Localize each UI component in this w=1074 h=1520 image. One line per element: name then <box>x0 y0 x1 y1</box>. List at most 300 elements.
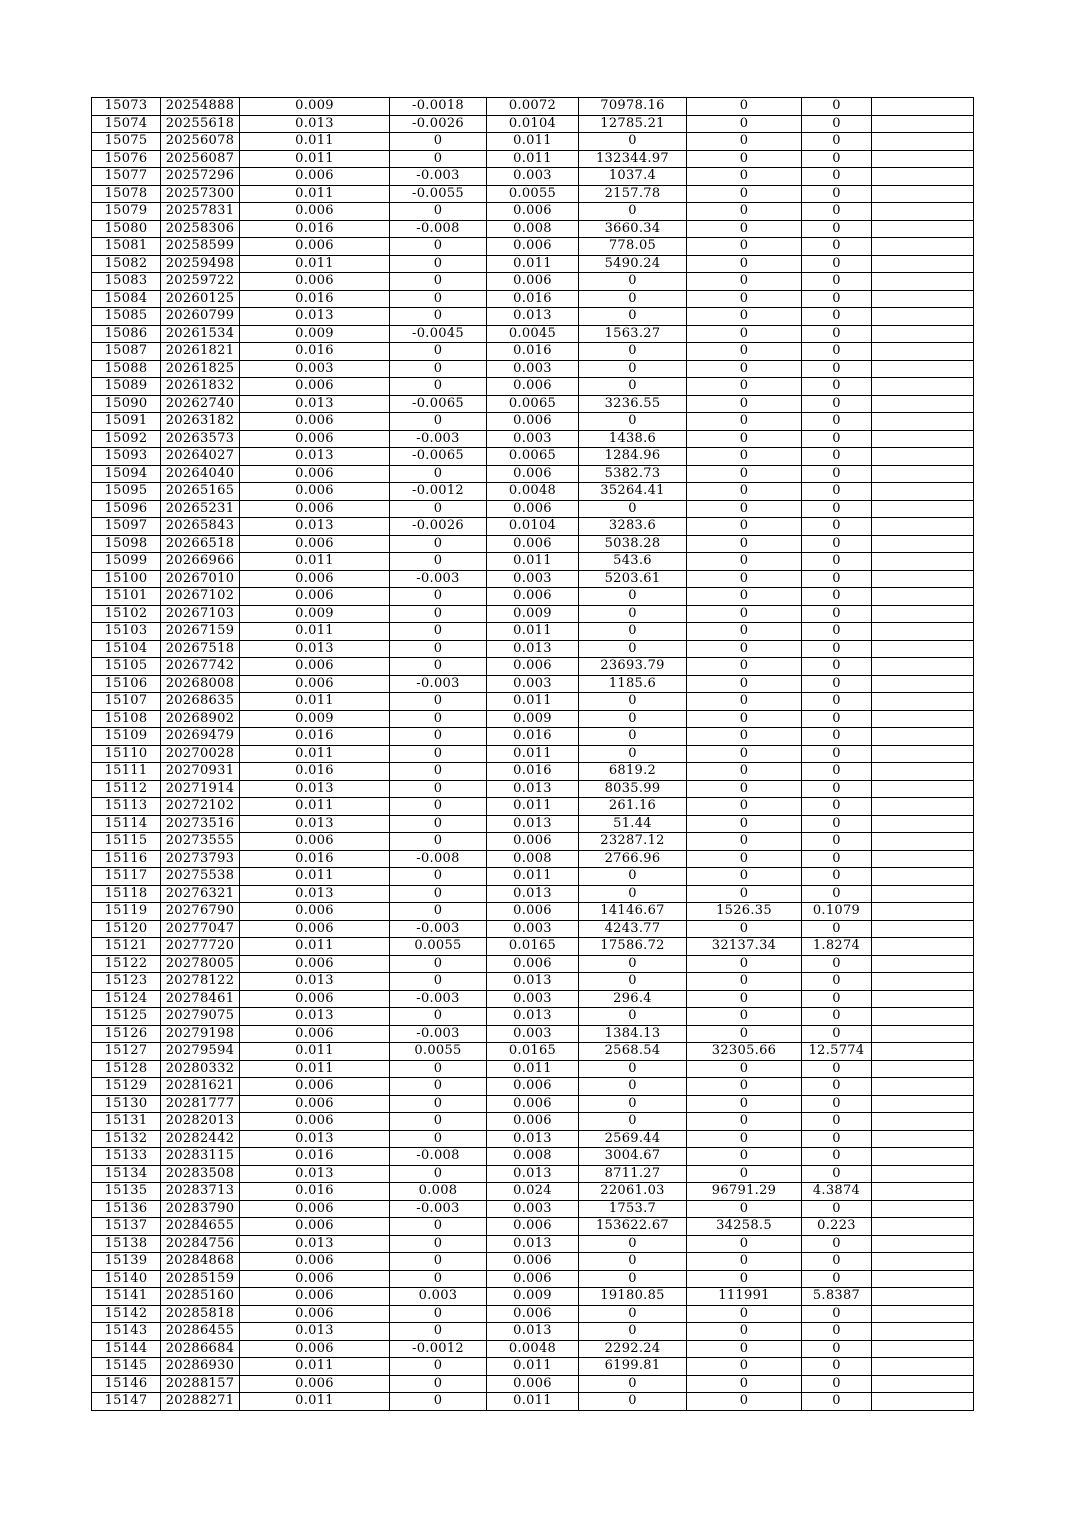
ratio-cell: 0 <box>802 185 872 203</box>
rate-cell: 0.006 <box>240 1305 390 1323</box>
value-cell: 0 <box>687 868 802 886</box>
net-rate-cell: 0.013 <box>487 1323 579 1341</box>
rate-cell: 0.013 <box>240 1323 390 1341</box>
row-number-cell: 15128 <box>92 1060 161 1078</box>
amount-cell: 543.6 <box>579 553 687 571</box>
table-row <box>92 273 974 291</box>
ratio-cell: 0 <box>802 955 872 973</box>
adjustment-cell: 0 <box>390 623 487 641</box>
net-rate-cell: 0.006 <box>487 535 579 553</box>
value-cell: 0 <box>687 623 802 641</box>
id-cell: 20258306 <box>161 220 240 238</box>
id-cell: 20267159 <box>161 623 240 641</box>
amount-cell: 1284.96 <box>579 448 687 466</box>
blank-cell <box>872 308 974 326</box>
adjustment-cell: -0.0018 <box>390 98 487 116</box>
blank-cell <box>872 133 974 151</box>
net-rate-cell: 0.006 <box>487 1218 579 1236</box>
net-rate-cell: 0.003 <box>487 920 579 938</box>
row-number-cell: 15079 <box>92 203 161 221</box>
value-cell: 0 <box>687 728 802 746</box>
id-cell: 20260125 <box>161 290 240 308</box>
adjustment-cell: 0 <box>390 710 487 728</box>
adjustment-cell: 0 <box>390 1323 487 1341</box>
value-cell: 0 <box>687 483 802 501</box>
table-row <box>92 430 974 448</box>
table-row <box>92 98 974 116</box>
blank-cell <box>872 798 974 816</box>
table-row <box>92 518 974 536</box>
row-number-cell: 15098 <box>92 535 161 553</box>
row-number-cell: 15133 <box>92 1148 161 1166</box>
row-number-cell: 15119 <box>92 903 161 921</box>
net-rate-cell: 0.006 <box>487 658 579 676</box>
value-cell: 0 <box>687 1358 802 1376</box>
id-cell: 20258599 <box>161 238 240 256</box>
rate-cell: 0.013 <box>240 815 390 833</box>
id-cell: 20279075 <box>161 1008 240 1026</box>
value-cell: 0 <box>687 1113 802 1131</box>
rate-cell: 0.006 <box>240 168 390 186</box>
value-cell: 0 <box>687 780 802 798</box>
amount-cell: 778.05 <box>579 238 687 256</box>
value-cell: 0 <box>687 273 802 291</box>
blank-cell <box>872 640 974 658</box>
id-cell: 20273555 <box>161 833 240 851</box>
rate-cell: 0.006 <box>240 1270 390 1288</box>
row-number-cell: 15108 <box>92 710 161 728</box>
table-row <box>92 745 974 763</box>
net-rate-cell: 0.003 <box>487 360 579 378</box>
amount-cell: 0 <box>579 378 687 396</box>
id-cell: 20273793 <box>161 850 240 868</box>
ratio-cell: 0 <box>802 623 872 641</box>
table-row <box>92 168 974 186</box>
net-rate-cell: 0.006 <box>487 833 579 851</box>
blank-cell <box>872 868 974 886</box>
blank-cell <box>872 465 974 483</box>
value-cell: 0 <box>687 1025 802 1043</box>
net-rate-cell: 0.003 <box>487 168 579 186</box>
ratio-cell: 0.223 <box>802 1218 872 1236</box>
table-row <box>92 780 974 798</box>
row-number-cell: 15118 <box>92 885 161 903</box>
value-cell: 0 <box>687 343 802 361</box>
table-row <box>92 570 974 588</box>
amount-cell: 153622.67 <box>579 1218 687 1236</box>
blank-cell <box>872 1375 974 1393</box>
rate-cell: 0.011 <box>240 693 390 711</box>
table-row <box>92 973 974 991</box>
table-row <box>92 308 974 326</box>
table-row <box>92 658 974 676</box>
id-cell: 20275538 <box>161 868 240 886</box>
table-row <box>92 623 974 641</box>
value-cell: 0 <box>687 238 802 256</box>
blank-cell <box>872 325 974 343</box>
adjustment-cell: -0.003 <box>390 168 487 186</box>
ratio-cell: 0 <box>802 1323 872 1341</box>
blank-cell <box>872 150 974 168</box>
id-cell: 20276321 <box>161 885 240 903</box>
adjustment-cell: 0 <box>390 1218 487 1236</box>
blank-cell <box>872 1095 974 1113</box>
ratio-cell: 0 <box>802 150 872 168</box>
rate-cell: 0.013 <box>240 640 390 658</box>
net-rate-cell: 0.013 <box>487 973 579 991</box>
blank-cell <box>872 1200 974 1218</box>
blank-cell <box>872 710 974 728</box>
blank-cell <box>872 115 974 133</box>
ratio-cell: 0 <box>802 535 872 553</box>
value-cell: 0 <box>687 588 802 606</box>
net-rate-cell: 0.0048 <box>487 1340 579 1358</box>
rate-cell: 0.006 <box>240 955 390 973</box>
row-number-cell: 15107 <box>92 693 161 711</box>
blank-cell <box>872 378 974 396</box>
amount-cell: 5382.73 <box>579 465 687 483</box>
value-cell: 0 <box>687 693 802 711</box>
value-cell: 0 <box>687 518 802 536</box>
ratio-cell: 0 <box>802 378 872 396</box>
blank-cell <box>872 973 974 991</box>
value-cell: 32137.34 <box>687 938 802 956</box>
net-rate-cell: 0.013 <box>487 1130 579 1148</box>
table-row <box>92 1235 974 1253</box>
ratio-cell: 0 <box>802 990 872 1008</box>
id-cell: 20268635 <box>161 693 240 711</box>
adjustment-cell: 0 <box>390 1095 487 1113</box>
value-cell: 0 <box>687 1375 802 1393</box>
id-cell: 20271914 <box>161 780 240 798</box>
adjustment-cell: 0 <box>390 815 487 833</box>
blank-cell <box>872 990 974 1008</box>
id-cell: 20283508 <box>161 1165 240 1183</box>
rate-cell: 0.013 <box>240 115 390 133</box>
value-cell: 0 <box>687 1078 802 1096</box>
rate-cell: 0.009 <box>240 605 390 623</box>
table-row <box>92 850 974 868</box>
net-rate-cell: 0.009 <box>487 605 579 623</box>
id-cell: 20286684 <box>161 1340 240 1358</box>
ratio-cell: 0 <box>802 448 872 466</box>
adjustment-cell: 0.008 <box>390 1183 487 1201</box>
adjustment-cell: -0.003 <box>390 430 487 448</box>
blank-cell <box>872 395 974 413</box>
ratio-cell: 0 <box>802 115 872 133</box>
amount-cell: 5203.61 <box>579 570 687 588</box>
rate-cell: 0.006 <box>240 1375 390 1393</box>
row-number-cell: 15101 <box>92 588 161 606</box>
id-cell: 20259722 <box>161 273 240 291</box>
table-row <box>92 185 974 203</box>
adjustment-cell: 0 <box>390 500 487 518</box>
ratio-cell: 0 <box>802 658 872 676</box>
amount-cell: 0 <box>579 413 687 431</box>
amount-cell: 0 <box>579 343 687 361</box>
rate-cell: 0.013 <box>240 308 390 326</box>
row-number-cell: 15086 <box>92 325 161 343</box>
net-rate-cell: 0.011 <box>487 693 579 711</box>
adjustment-cell: -0.0012 <box>390 483 487 501</box>
adjustment-cell: 0 <box>390 1165 487 1183</box>
table-row <box>92 833 974 851</box>
value-cell: 0 <box>687 815 802 833</box>
amount-cell: 1438.6 <box>579 430 687 448</box>
id-cell: 20267103 <box>161 605 240 623</box>
rate-cell: 0.009 <box>240 325 390 343</box>
rate-cell: 0.009 <box>240 710 390 728</box>
ratio-cell: 0 <box>802 1305 872 1323</box>
ratio-cell: 0 <box>802 868 872 886</box>
value-cell: 0 <box>687 115 802 133</box>
net-rate-cell: 0.011 <box>487 133 579 151</box>
row-number-cell: 15142 <box>92 1305 161 1323</box>
net-rate-cell: 0.013 <box>487 780 579 798</box>
row-number-cell: 15117 <box>92 868 161 886</box>
amount-cell: 19180.85 <box>579 1288 687 1306</box>
value-cell: 0 <box>687 395 802 413</box>
blank-cell <box>872 1218 974 1236</box>
rate-cell: 0.006 <box>240 430 390 448</box>
value-cell: 0 <box>687 990 802 1008</box>
rate-cell: 0.006 <box>240 903 390 921</box>
blank-cell <box>872 675 974 693</box>
value-cell: 0 <box>687 640 802 658</box>
adjustment-cell: 0 <box>390 693 487 711</box>
row-number-cell: 15110 <box>92 745 161 763</box>
net-rate-cell: 0.011 <box>487 868 579 886</box>
value-cell: 0 <box>687 1095 802 1113</box>
id-cell: 20261534 <box>161 325 240 343</box>
row-number-cell: 15125 <box>92 1008 161 1026</box>
ratio-cell: 0 <box>802 850 872 868</box>
ratio-cell: 0 <box>802 728 872 746</box>
id-cell: 20267010 <box>161 570 240 588</box>
row-number-cell: 15114 <box>92 815 161 833</box>
ratio-cell: 0 <box>802 1340 872 1358</box>
row-number-cell: 15113 <box>92 798 161 816</box>
adjustment-cell: 0 <box>390 1393 487 1411</box>
amount-cell: 0 <box>579 290 687 308</box>
amount-cell: 0 <box>579 1095 687 1113</box>
table-row <box>92 675 974 693</box>
row-number-cell: 15095 <box>92 483 161 501</box>
net-rate-cell: 0.003 <box>487 1200 579 1218</box>
row-number-cell: 15105 <box>92 658 161 676</box>
value-cell: 1526.35 <box>687 903 802 921</box>
net-rate-cell: 0.011 <box>487 150 579 168</box>
value-cell: 0 <box>687 833 802 851</box>
table-row <box>92 483 974 501</box>
rate-cell: 0.011 <box>240 255 390 273</box>
row-number-cell: 15081 <box>92 238 161 256</box>
blank-cell <box>872 1148 974 1166</box>
net-rate-cell: 0.006 <box>487 378 579 396</box>
table-row <box>92 1148 974 1166</box>
net-rate-cell: 0.006 <box>487 955 579 973</box>
blank-cell <box>872 1060 974 1078</box>
table-row <box>92 1288 974 1306</box>
table-row <box>92 1060 974 1078</box>
adjustment-cell: -0.0055 <box>390 185 487 203</box>
amount-cell: 0 <box>579 868 687 886</box>
adjustment-cell: 0 <box>390 343 487 361</box>
id-cell: 20281621 <box>161 1078 240 1096</box>
table-row <box>92 238 974 256</box>
adjustment-cell: 0 <box>390 763 487 781</box>
ratio-cell: 0 <box>802 413 872 431</box>
id-cell: 20265843 <box>161 518 240 536</box>
table-row <box>92 728 974 746</box>
value-cell: 0 <box>687 763 802 781</box>
id-cell: 20284655 <box>161 1218 240 1236</box>
adjustment-cell: 0 <box>390 553 487 571</box>
rate-cell: 0.006 <box>240 535 390 553</box>
row-number-cell: 15147 <box>92 1393 161 1411</box>
blank-cell <box>872 1393 974 1411</box>
id-cell: 20284868 <box>161 1253 240 1271</box>
ratio-cell: 0 <box>802 1095 872 1113</box>
ratio-cell: 4.3874 <box>802 1183 872 1201</box>
row-number-cell: 15073 <box>92 98 161 116</box>
amount-cell: 0 <box>579 885 687 903</box>
amount-cell: 0 <box>579 1060 687 1078</box>
rate-cell: 0.011 <box>240 745 390 763</box>
blank-cell <box>872 658 974 676</box>
table-row <box>92 1253 974 1271</box>
id-cell: 20263182 <box>161 413 240 431</box>
net-rate-cell: 0.0048 <box>487 483 579 501</box>
rate-cell: 0.016 <box>240 290 390 308</box>
ratio-cell: 0 <box>802 1393 872 1411</box>
ratio-cell: 0 <box>802 360 872 378</box>
blank-cell <box>872 1078 974 1096</box>
adjustment-cell: 0 <box>390 238 487 256</box>
amount-cell: 0 <box>579 588 687 606</box>
table-row <box>92 465 974 483</box>
row-number-cell: 15135 <box>92 1183 161 1201</box>
table-row <box>92 955 974 973</box>
value-cell: 0 <box>687 1165 802 1183</box>
net-rate-cell: 0.011 <box>487 1060 579 1078</box>
row-number-cell: 15121 <box>92 938 161 956</box>
amount-cell: 70978.16 <box>579 98 687 116</box>
net-rate-cell: 0.008 <box>487 850 579 868</box>
id-cell: 20254888 <box>161 98 240 116</box>
id-cell: 20278122 <box>161 973 240 991</box>
table-row <box>92 1218 974 1236</box>
value-cell: 0 <box>687 325 802 343</box>
rate-cell: 0.006 <box>240 1078 390 1096</box>
blank-cell <box>872 1358 974 1376</box>
value-cell: 0 <box>687 185 802 203</box>
id-cell: 20267742 <box>161 658 240 676</box>
id-cell: 20261825 <box>161 360 240 378</box>
net-rate-cell: 0.016 <box>487 763 579 781</box>
adjustment-cell: 0 <box>390 588 487 606</box>
value-cell: 0 <box>687 1253 802 1271</box>
ratio-cell: 0 <box>802 605 872 623</box>
ratio-cell: 0.1079 <box>802 903 872 921</box>
ratio-cell: 0 <box>802 308 872 326</box>
ratio-cell: 0 <box>802 343 872 361</box>
rate-cell: 0.013 <box>240 885 390 903</box>
id-cell: 20269479 <box>161 728 240 746</box>
adjustment-cell: 0 <box>390 308 487 326</box>
ratio-cell: 0 <box>802 973 872 991</box>
row-number-cell: 15096 <box>92 500 161 518</box>
rate-cell: 0.013 <box>240 1130 390 1148</box>
row-number-cell: 15111 <box>92 763 161 781</box>
adjustment-cell: 0 <box>390 745 487 763</box>
adjustment-cell: 0 <box>390 378 487 396</box>
id-cell: 20270028 <box>161 745 240 763</box>
table-row <box>92 798 974 816</box>
amount-cell: 0 <box>579 1078 687 1096</box>
blank-cell <box>872 815 974 833</box>
blank-cell <box>872 728 974 746</box>
value-cell: 0 <box>687 675 802 693</box>
adjustment-cell: 0 <box>390 833 487 851</box>
amount-cell: 0 <box>579 1305 687 1323</box>
rate-cell: 0.006 <box>240 1340 390 1358</box>
table-row <box>92 710 974 728</box>
ratio-cell: 0 <box>802 1235 872 1253</box>
amount-cell: 0 <box>579 273 687 291</box>
adjustment-cell: 0 <box>390 798 487 816</box>
value-cell: 0 <box>687 798 802 816</box>
row-number-cell: 15092 <box>92 430 161 448</box>
table-row <box>92 1393 974 1411</box>
adjustment-cell: 0 <box>390 1253 487 1271</box>
ratio-cell: 0 <box>802 1130 872 1148</box>
amount-cell: 0 <box>579 500 687 518</box>
value-cell: 0 <box>687 168 802 186</box>
ratio-cell: 0 <box>802 588 872 606</box>
id-cell: 20268902 <box>161 710 240 728</box>
id-cell: 20270931 <box>161 763 240 781</box>
value-cell: 0 <box>687 1340 802 1358</box>
id-cell: 20260799 <box>161 308 240 326</box>
rate-cell: 0.006 <box>240 1253 390 1271</box>
amount-cell: 0 <box>579 308 687 326</box>
ratio-cell: 0 <box>802 98 872 116</box>
value-cell: 0 <box>687 255 802 273</box>
value-cell: 0 <box>687 1305 802 1323</box>
ratio-cell: 0 <box>802 570 872 588</box>
ratio-cell: 5.8387 <box>802 1288 872 1306</box>
table-row <box>92 640 974 658</box>
blank-cell <box>872 1235 974 1253</box>
row-number-cell: 15126 <box>92 1025 161 1043</box>
value-cell: 0 <box>687 448 802 466</box>
id-cell: 20273516 <box>161 815 240 833</box>
value-cell: 0 <box>687 1200 802 1218</box>
table-body <box>92 98 974 1411</box>
adjustment-cell: -0.003 <box>390 920 487 938</box>
net-rate-cell: 0.006 <box>487 1253 579 1271</box>
net-rate-cell: 0.011 <box>487 255 579 273</box>
row-number-cell: 15144 <box>92 1340 161 1358</box>
blank-cell <box>872 185 974 203</box>
table-row <box>92 903 974 921</box>
value-cell: 0 <box>687 535 802 553</box>
blank-cell <box>872 1130 974 1148</box>
net-rate-cell: 0.011 <box>487 623 579 641</box>
row-number-cell: 15143 <box>92 1323 161 1341</box>
row-number-cell: 15088 <box>92 360 161 378</box>
